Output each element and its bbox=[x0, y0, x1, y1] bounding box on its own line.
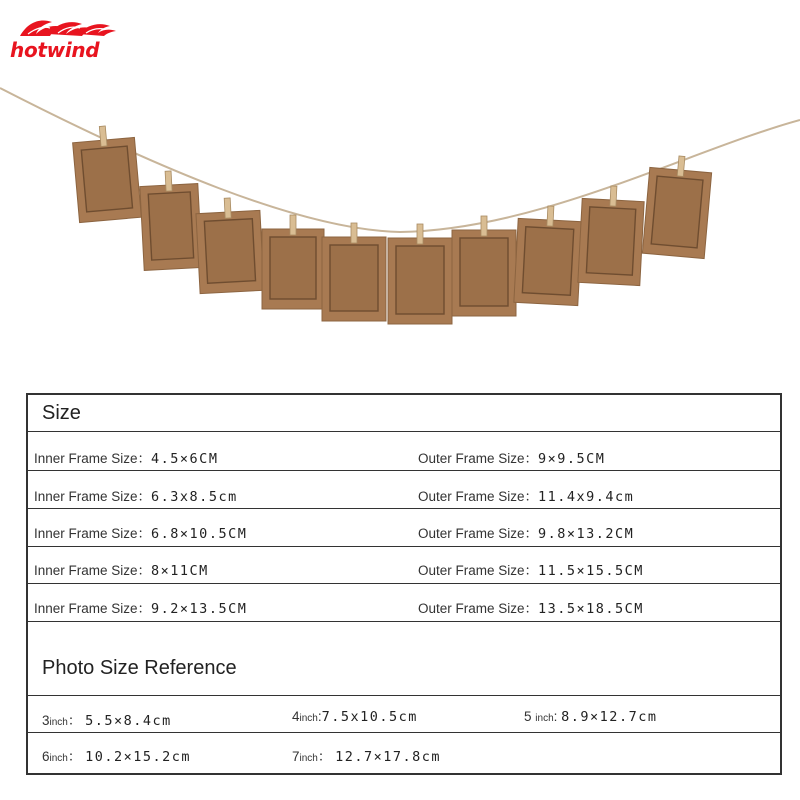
flame-logo-icon bbox=[18, 14, 118, 40]
size-section-title: Size bbox=[42, 402, 81, 424]
divider bbox=[28, 431, 780, 432]
wooden-clip bbox=[351, 223, 357, 243]
outer-frame-size-row-5: Outer Frame Size：13.5×18.5CM bbox=[418, 601, 644, 617]
inner-frame-size-row-2: Inner Frame Size：6.3x8.5cm bbox=[34, 489, 238, 505]
photo-size-7-inch: 7inch： 12.7×17.8cm bbox=[292, 749, 442, 765]
divider bbox=[28, 695, 780, 696]
photo-size-4-inch: 4inch:7.5x10.5cm bbox=[292, 709, 418, 725]
wooden-clip bbox=[224, 198, 231, 218]
kraft-frame bbox=[642, 154, 712, 259]
divider bbox=[28, 583, 780, 584]
outer-frame-size-row-1: Outer Frame Size：9×9.5CM bbox=[418, 451, 606, 467]
wooden-clip bbox=[610, 186, 617, 206]
inner-frame-size-row-4: Inner Frame Size：8×11CM bbox=[34, 563, 209, 579]
photo-size-3-inch: 3inch： 5.5×8.4cm bbox=[42, 713, 172, 729]
wooden-clip bbox=[547, 206, 554, 226]
kraft-frame bbox=[388, 224, 452, 324]
kraft-frame bbox=[262, 215, 324, 309]
size-table bbox=[26, 393, 782, 775]
wooden-clip bbox=[417, 224, 423, 244]
photo-size-6-inch: 6inch： 10.2×15.2cm bbox=[42, 749, 192, 765]
divider bbox=[28, 732, 780, 733]
kraft-frame bbox=[578, 184, 645, 285]
inner-frame-size-row-5: Inner Frame Size：9.2×13.5CM bbox=[34, 601, 248, 617]
wooden-clip bbox=[165, 171, 172, 191]
brand-name: hotwind bbox=[10, 38, 100, 62]
divider bbox=[28, 621, 780, 622]
kraft-frame bbox=[322, 223, 386, 321]
photo-size-5-inch: 5 inch: 8.9×12.7cm bbox=[524, 709, 658, 725]
brand-logo bbox=[10, 14, 132, 66]
divider bbox=[28, 470, 780, 471]
outer-frame-size-row-3: Outer Frame Size：9.8×13.2CM bbox=[418, 526, 635, 542]
outer-frame-size-row-2: Outer Frame Size：11.4x9.4cm bbox=[418, 489, 635, 505]
kraft-frame bbox=[195, 196, 264, 293]
photo-frame-garland-image bbox=[0, 60, 800, 350]
inner-frame-size-row-3: Inner Frame Size：6.8×10.5CM bbox=[34, 526, 248, 542]
wooden-clip bbox=[290, 215, 296, 235]
wooden-clip bbox=[481, 216, 487, 236]
kraft-frame bbox=[71, 124, 141, 223]
kraft-frame bbox=[514, 204, 583, 305]
kraft-frame bbox=[139, 170, 202, 271]
wooden-clip bbox=[677, 156, 685, 176]
inner-frame-size-row-1: Inner Frame Size：4.5×6CM bbox=[34, 451, 219, 467]
divider bbox=[28, 546, 780, 547]
kraft-frame bbox=[452, 216, 516, 316]
photo-size-section-title: Photo Size Reference bbox=[42, 657, 237, 679]
outer-frame-size-row-4: Outer Frame Size：11.5×15.5CM bbox=[418, 563, 644, 579]
wooden-clip bbox=[99, 126, 107, 146]
divider bbox=[28, 508, 780, 509]
